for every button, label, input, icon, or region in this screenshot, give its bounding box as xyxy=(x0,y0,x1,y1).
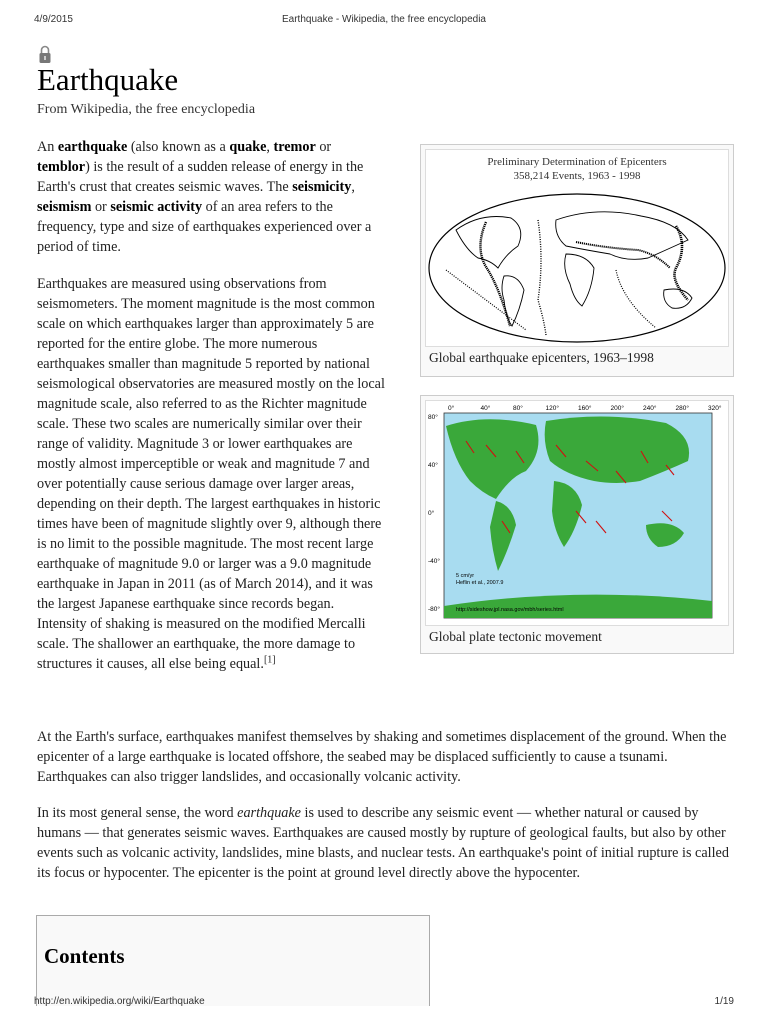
print-header xyxy=(34,14,734,28)
epicenters-image[interactable] xyxy=(425,149,729,347)
bold-term: temblor xyxy=(37,159,86,175)
tectonic-top-ticks xyxy=(448,404,722,412)
longitude-tick: 0° xyxy=(448,405,455,412)
epicenters-map xyxy=(426,150,728,346)
latitude-tick: 80° xyxy=(428,414,438,421)
longitude-tick: 40° xyxy=(480,405,491,412)
page-tagline: From Wikipedia, the free encyclopedia xyxy=(37,102,256,117)
latitude-tick: 40° xyxy=(428,462,438,469)
epicenters-map-title: Preliminary Determination of Epicenters xyxy=(487,156,667,168)
tectonic-lat-ticks xyxy=(428,413,440,613)
tectonic-legend-rate: 5 cm/yr xyxy=(456,573,475,579)
longitude-tick: 80° xyxy=(513,405,523,412)
measurement-text: Earthquakes are measured using observations from seismometers. The moment magnitude is the most common scale on which earthquakes larger than approximately 5 are reported for the entire globe. The more numerous earthquakes smaller than magnitude 5 reported by national seismological observatories are measured mostly on the local magnitude scale, also referred to as the Richter magnitude scale. These two scales are numerically similar over their range of validity. Magnitude 3 or lower earthquakes are mostly almost imperceptible or weak and magnitude 7 and over potentially cause serious damage over larger areas, depending on their depth. The largest earthquakes in historic times have been of magnitude slightly over 9, although there is no limit to the possible magnitude. The most recent large earthquake of magnitude 9.0 or larger was a 9.0 magnitude earthquake in Japan in 2011 (as of March 2014), and it was the largest Japanese earthquake since records began. Intensity of shaking is measured on the modified Mercalli scale. The shallower an earthquake, the more damage to structures it causes, all else being equal. xyxy=(37,276,385,672)
table-of-contents xyxy=(36,915,430,1006)
longitude-tick: 160° xyxy=(578,405,592,412)
intro-text: or xyxy=(91,199,111,215)
citation-link[interactable]: [1] xyxy=(263,654,276,666)
longitude-tick: 200° xyxy=(610,405,624,412)
print-page-number: 1/19 xyxy=(714,996,734,1007)
print-footer xyxy=(34,996,734,1010)
longitude-tick: 320° xyxy=(708,405,722,412)
contents-title: Contents xyxy=(44,944,125,968)
intro-text: An xyxy=(37,139,58,155)
latitude-tick: 0° xyxy=(428,510,435,517)
intro-paragraph xyxy=(37,137,387,257)
print-url: http://en.wikipedia.org/wiki/Earthquake xyxy=(34,996,205,1007)
latitude-tick: -40° xyxy=(428,558,440,565)
tectonic-map xyxy=(426,401,728,625)
tectonic-legend-credit: Heflin et al., 2007.9 xyxy=(456,580,504,586)
bold-term: tremor xyxy=(273,139,316,155)
bold-term: seismic activity xyxy=(110,199,203,215)
bold-term: seismicity xyxy=(292,179,352,195)
intro-text: of an area refers to the frequency, type and size of earthquakes experienced over a period of time. xyxy=(37,199,372,255)
bold-term: seismism xyxy=(37,199,92,215)
latitude-tick: -80° xyxy=(428,606,440,613)
epicenters-caption: Global earthquake epicenters, 1963–1998 xyxy=(429,350,654,365)
intro-text: (also known as a xyxy=(127,139,230,155)
definition-term: earthquake xyxy=(237,805,301,821)
definition-text-after: is used to describe any seismic event — whether natural or caused by humans — that generates seismic waves. Earthquakes are caused mostly by rupture of geological faults, but also by other events such as volcanic activity, landslides, mine blasts, and nuclear tests. An earthquake's point of initial rupture is called its focus or hypocenter. The epicenter is the point at ground level directly above the hypocenter. xyxy=(37,805,729,881)
tectonic-figure xyxy=(420,395,734,654)
measurement-paragraph xyxy=(37,274,387,674)
surface-paragraph: At the Earth's surface, earthquakes manifest themselves by shaking and sometimes displacement of the ground. When the epicenter of a large earthquake is located offshore, the seabed may be displaced sufficiently to cause a tsunami. Earthquakes can also trigger landslides, and occasionally volcanic activity. xyxy=(37,729,727,785)
longitude-tick: 280° xyxy=(675,405,689,412)
intro-text: ) is the result of a sudden release of energy in the Earth's crust that creates seismic waves. The xyxy=(37,159,364,195)
longitude-tick: 120° xyxy=(545,405,559,412)
print-title: Earthquake - Wikipedia, the free encyclopedia xyxy=(281,14,486,25)
intro-text: , xyxy=(351,179,355,195)
definition-paragraph xyxy=(37,803,737,883)
bold-term: quake xyxy=(229,139,267,155)
definition-text-before: In its most general sense, the word xyxy=(37,805,238,821)
epicenters-figure xyxy=(420,144,734,377)
epicenters-map-subtitle: 358,214 Events, 1963 - 1998 xyxy=(513,170,641,182)
longitude-tick: 240° xyxy=(643,405,657,412)
tectonic-image[interactable] xyxy=(425,400,729,626)
intro-text: or xyxy=(315,139,332,155)
tectonic-source-url: http://sideshow.jpl.nasa.gov/mbh/series.html xyxy=(456,607,564,613)
intro-text: , xyxy=(266,139,274,155)
bold-term: earthquake xyxy=(57,139,128,155)
page-title: Earthquake xyxy=(37,62,179,97)
print-date: 4/9/2015 xyxy=(34,14,73,25)
tectonic-caption: Global plate tectonic movement xyxy=(429,629,602,644)
